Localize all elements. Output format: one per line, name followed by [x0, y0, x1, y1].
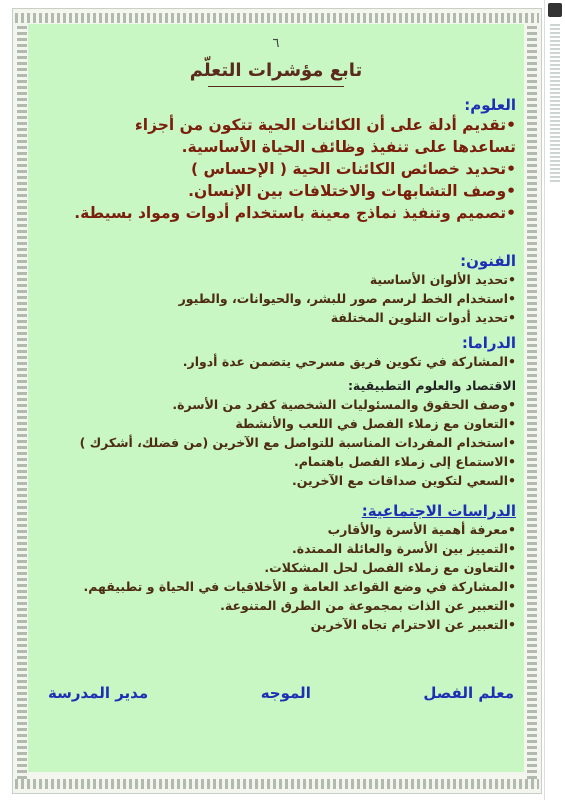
economics-section: [48, 376, 516, 490]
list-item: •المشاركة في وضع القواعد العامة و الأخلاقيات في الحياة و تطبيقهم.: [83, 579, 516, 594]
drama-heading: الدراما:: [461, 334, 516, 352]
list-item: •تصميم وتنفيذ نماذج معينة باستخدام أدوات ومواد بسيطة.: [74, 204, 516, 222]
list-item: •وصف الحقوق والمسئوليات الشخصية كفرد من الأسرة.: [172, 397, 516, 412]
right-ornament-border: [527, 23, 537, 779]
arts-heading: الفنون:: [460, 252, 516, 270]
economics-heading: الاقتصاد والعلوم التطبيقية:: [347, 378, 516, 393]
list-item: •تحديد الألوان الأساسية: [369, 272, 516, 287]
app-logo-icon: [548, 3, 562, 17]
list-item: •تحديد خصائص الكائنات الحية ( الإحساس ): [191, 160, 516, 178]
list-item: •وصف التشابهات والاختلافات بين الإنسان.: [188, 182, 516, 200]
list-item: •التعبير عن الذات بمجموعة من الطرق المتنوعة.: [220, 598, 516, 613]
teacher-signature-label: معلم الفصل: [423, 684, 514, 702]
drama-section: [48, 334, 516, 371]
science-section: [48, 96, 516, 224]
list-item: تساعدها على تنفيذ وظائف الحياة الأساسية.: [181, 138, 516, 156]
page-number: ٦: [272, 36, 280, 51]
list-item: •التعاون مع زملاء الفصل في اللعب والأنشطة: [235, 416, 516, 431]
social-studies-heading: الدراسات الاجتماعية:: [361, 502, 516, 520]
science-heading: العلوم:: [464, 96, 516, 114]
list-item: •المشاركة في تكوين فريق مسرحي يتضمن عدة أدوار.: [182, 354, 516, 369]
left-ornament-border: [17, 23, 27, 779]
top-ornament-border: [15, 13, 539, 23]
list-item: •استخدام الخط لرسم صور للبشر، والحيوانات، والطيور: [178, 291, 516, 306]
list-item: •معرفة أهمية الأسرة والأقارب: [327, 522, 516, 537]
list-item: •السعي لتكوين صداقات مع الآخرين.: [291, 473, 516, 488]
bottom-ornament-border: [15, 779, 539, 789]
watermark-vertical: [550, 22, 560, 182]
list-item: •تقديم أدلة على أن الكائنات الحية تتكون من أجزاء: [134, 116, 516, 134]
arts-section: [48, 252, 516, 327]
document-content: [28, 24, 524, 772]
list-item: •الاستماع إلى زملاء الفصل باهتمام.: [293, 454, 516, 469]
list-item: •التعبير عن الاحترام تجاه الآخرين: [310, 617, 516, 632]
signature-row: [48, 684, 514, 702]
list-item: •التمييز بين الأسرة والعائلة الممتدة.: [292, 541, 516, 556]
side-strip: [544, 0, 565, 800]
list-item: •استخدام المفردات المناسبة للتواصل مع الآخرين (من فضلك، أشكرك ): [79, 435, 516, 450]
title-underline: [208, 86, 344, 87]
social-studies-section: [48, 502, 516, 634]
list-item: •تحديد أدوات التلوين المختلفة: [330, 310, 516, 325]
supervisor-signature-label: الموجه: [260, 684, 311, 702]
principal-signature-label: مدير المدرسة: [48, 684, 149, 702]
list-item: •التعاون مع زملاء الفصل لحل المشكلات.: [264, 560, 516, 575]
page-title: تابع مؤشرات التعلّم: [189, 60, 363, 81]
